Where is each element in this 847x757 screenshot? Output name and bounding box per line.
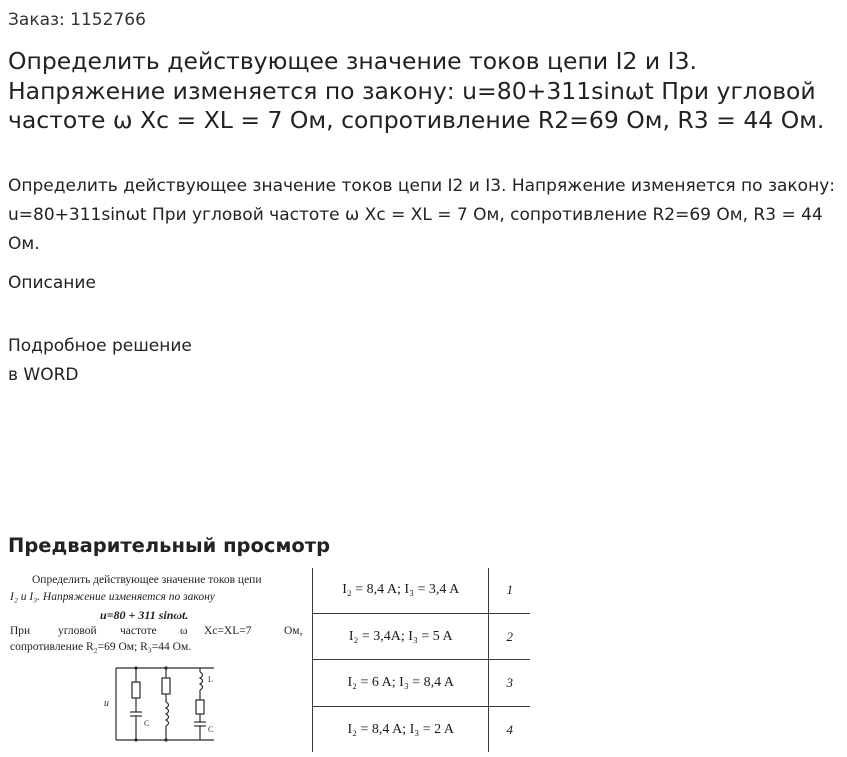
answer-text: I₂ = 6 A; I₃ = 8,4 A	[313, 660, 489, 707]
answer-row	[313, 707, 531, 752]
schematic-label-c2: C	[208, 725, 214, 734]
answer-row	[313, 660, 531, 707]
preview-task-scan	[8, 568, 310, 752]
schematic-label-c1: C	[144, 719, 150, 728]
description-heading: Описание	[8, 273, 96, 293]
solution-line-1: Подробное решение	[8, 336, 192, 356]
scan-line-3a: При	[10, 625, 31, 637]
task-text: Определить действующее значение токов цепи I2 и I3. Напряжение изменяется по закону: u=80+311sinωt При угловой частоте ω Xc = XL = 7 Ом, сопротивление R2=69 Ом, R3 = 44 Ом.	[8, 176, 835, 254]
order-number: Заказ: 1152766	[8, 10, 146, 30]
answer-text: I₂ = 3,4A; I₃ = 5 A	[313, 613, 489, 660]
answer-text: I₂ = 8,4 A; I₃ = 3,4 A	[313, 568, 489, 613]
answer-row	[313, 568, 531, 613]
scan-line-3b: угловой	[58, 625, 97, 637]
scan-line-3e: Xc=XL=7	[204, 625, 252, 637]
scan-line-3d: ω	[180, 625, 188, 637]
answer-text: I₂ = 8,4 A; I₃ = 2 A	[313, 707, 489, 752]
scan-line-3f: Ом,	[284, 625, 303, 637]
answer-number: 3	[489, 660, 530, 707]
answer-number: 4	[489, 707, 530, 752]
schematic-label-u: u	[104, 698, 109, 709]
scan-line-1: Определить действующее значение токов цепи	[32, 574, 262, 586]
answer-row	[313, 613, 531, 660]
task-title: Определить действующее значение токов цепи I2 и I3. Напряжение изменяется по закону: u=80+311sinωt При угловой частоте ω Xc = XL = 7 Ом, сопротивление R2=69 Ом, R3 = 44 Ом.	[8, 47, 825, 134]
scan-formula: u=80 + 311 sinωt.	[100, 608, 189, 622]
schematic-label-l: L	[208, 675, 213, 684]
preview-image	[8, 568, 530, 752]
scan-line-2: I₂ и I₃. Напряжение изменяется по закону	[10, 591, 215, 603]
circuit-schematic	[96, 660, 226, 748]
scan-line-4: сопротивление R₂=69 Ом; R₃=44 Ом.	[10, 641, 192, 653]
preview-heading: Предварительный просмотр	[8, 534, 331, 557]
scan-line-3c: частоте	[120, 625, 157, 637]
answer-number: 1	[489, 568, 530, 613]
answer-number: 2	[489, 613, 530, 660]
answers-table	[312, 568, 530, 752]
solution-line-2: в WORD	[8, 365, 79, 385]
